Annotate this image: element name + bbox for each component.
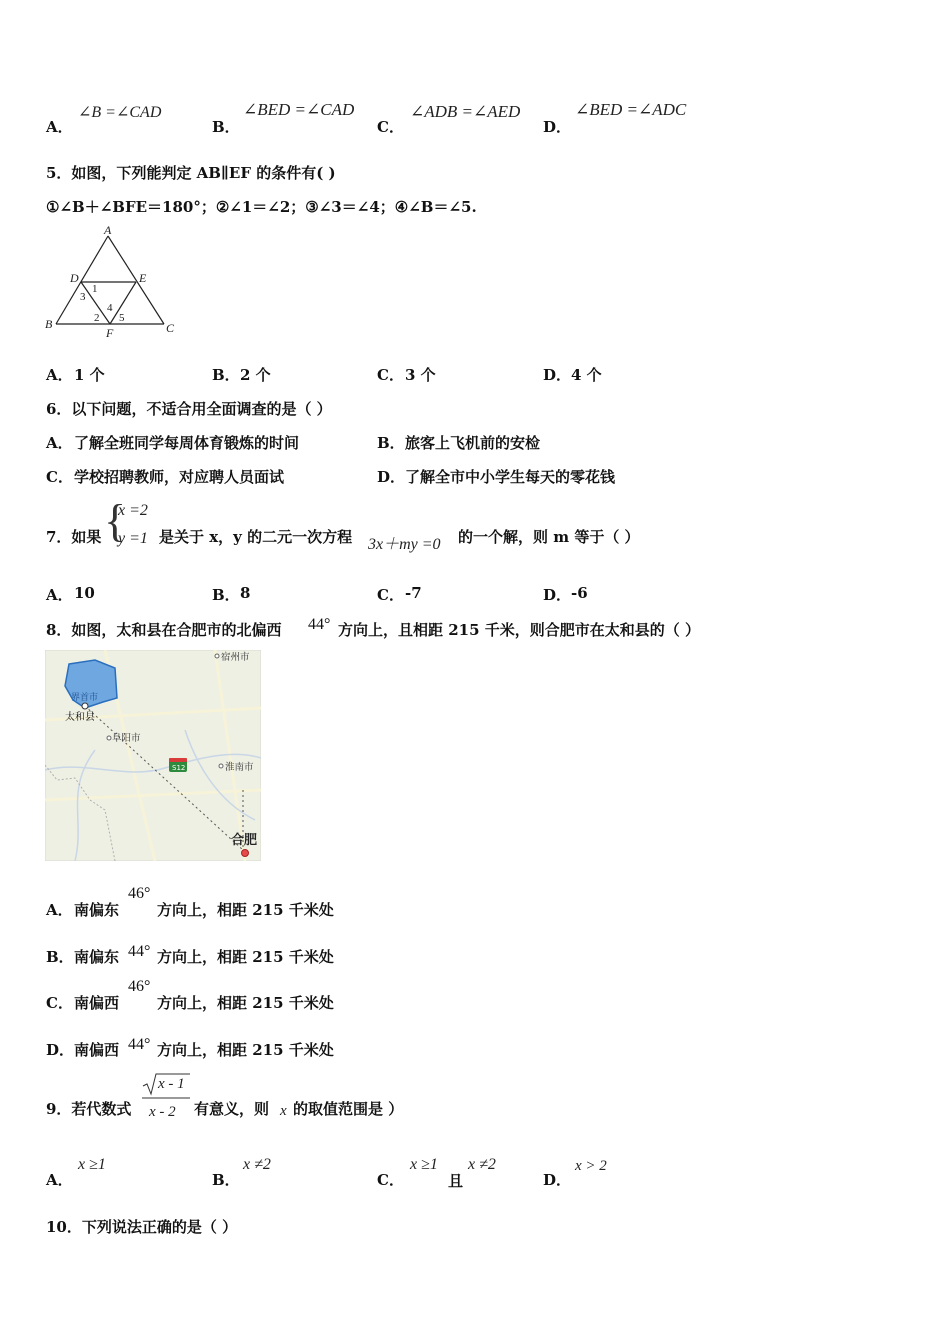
angle-4: 4 [107, 302, 113, 314]
q5-option-c-text: 3 个 [405, 366, 436, 384]
q5-option-d-label: D． [543, 366, 572, 384]
q9-option-c-expr2: x ≠2 [468, 1156, 496, 1173]
q8-option-d-angle: 44° [128, 1036, 151, 1053]
q7-system-line2: y =1 [118, 530, 148, 547]
q6-option-c-text: 学校招聘教师，对应聘人员面试 [74, 468, 285, 486]
q5-triangle-figure [40, 224, 190, 344]
angle-1: 1 [92, 283, 98, 295]
q6-stem: 6．以下问题，不适合用全面调查的是（ ） [46, 400, 332, 418]
q6-option-a-text: 了解全班同学每周体育锻炼的时间 [74, 434, 300, 452]
q7-option-c-text: -7 [405, 584, 422, 602]
q6-option-a-label: A． [46, 434, 73, 452]
map-label-suzhou: 宿州市 [221, 652, 250, 663]
q6-option-c-label: C． [46, 468, 73, 486]
q8-angle: 44° [308, 616, 331, 633]
q7-option-b-text: 8 [240, 584, 251, 602]
q8-option-a-label: A． [46, 901, 73, 919]
q4-option-d-label: D． [543, 118, 572, 136]
q8-option-d-label: D． [46, 1041, 75, 1059]
q8-option-c-label: C． [46, 994, 73, 1012]
q9-suffix: 的取值范围是 ） [293, 1100, 404, 1118]
q8-option-b-label: B． [46, 948, 74, 966]
map-label-jieshou: 界首市 [71, 693, 99, 703]
q4-option-c-expr: ∠ADB =∠AED [410, 102, 521, 121]
q4-option-c-label: C． [377, 118, 404, 136]
q9-option-a-label: A． [46, 1171, 73, 1189]
q9-option-b-expr: x ≠2 [243, 1156, 271, 1173]
q7-middle: 是关于 x，y 的二元一次方程 [159, 528, 353, 546]
q9-var: x [280, 1103, 287, 1119]
map-label-hefei: 合肥 [231, 833, 258, 848]
q8-option-b-angle: 44° [128, 943, 151, 960]
q7-option-d-text: -6 [571, 584, 588, 602]
q9-option-b-label: B． [212, 1171, 240, 1189]
q9-option-a-expr: x ≥1 [78, 1156, 106, 1173]
point-d: D [70, 271, 79, 285]
q9-prefix: 9．若代数式 [46, 1100, 132, 1118]
map-label-road: S12 [172, 764, 186, 772]
map-label-fuyang: 阜阳市 [112, 733, 141, 744]
q4-option-d-expr: ∠BED =∠ADC [575, 100, 687, 119]
hefei-marker [242, 850, 249, 857]
q9-option-c-joiner: 且 [448, 1172, 464, 1190]
q7-suffix: 的一个解，则 m 等于（ ） [458, 528, 640, 546]
q8-option-a-angle: 46° [128, 885, 151, 902]
q9-middle: 有意义，则 [194, 1100, 270, 1118]
q9-option-c-expr: x ≥1 [410, 1156, 438, 1173]
q8-option-a-post: 方向上，相距 215 千米处 [157, 901, 334, 919]
q5-option-a-text: 1 个 [74, 366, 105, 384]
q8-stem-b: 方向上，且相距 215 千米，则合肥市在太和县的（ ） [338, 621, 700, 639]
q7-option-a-text: 10 [74, 584, 95, 602]
q8-option-b-pre: 南偏东 [74, 948, 120, 966]
side-ac [108, 236, 164, 324]
q8-option-d-post: 方向上，相距 215 千米处 [157, 1041, 334, 1059]
q7-option-a-label: A． [46, 586, 73, 604]
q9-denominator: x - 2 [149, 1104, 176, 1120]
q8-map [45, 650, 261, 861]
q5-option-d-text: 4 个 [571, 366, 602, 384]
q9-option-d-expr: x > 2 [575, 1158, 607, 1174]
q8-option-d-pre: 南偏西 [74, 1041, 120, 1059]
q5-option-b-label: B． [212, 366, 240, 384]
q9-option-d-label: D． [543, 1171, 572, 1189]
q5-stem: 5．如图，下列能判定 AB∥EF 的条件有( ) [46, 164, 336, 182]
q4-option-a-label: A． [46, 118, 73, 136]
q8-stem-a: 8．如图，太和县在合肥市的北偏西 [46, 621, 282, 639]
q8-option-a-pre: 南偏东 [74, 901, 120, 919]
q8-option-c-post: 方向上，相距 215 千米处 [157, 994, 334, 1012]
q7-option-b-label: B． [212, 586, 240, 604]
q9-option-c-label: C． [377, 1171, 404, 1189]
point-a: A [104, 224, 112, 237]
q10-stem: 10．下列说法正确的是（ ） [46, 1218, 238, 1236]
q7-equation: 3x＋my =0 [368, 536, 441, 553]
q4-option-b-label: B． [212, 118, 240, 136]
point-b: B [45, 317, 53, 331]
q8-option-c-pre: 南偏西 [74, 994, 120, 1012]
angle-5: 5 [119, 312, 125, 324]
taihe-marker [82, 703, 88, 709]
q8-option-c-angle: 46° [128, 978, 151, 995]
q7-brace: { [104, 495, 127, 546]
q7-system-line1: x =2 [118, 502, 148, 519]
q5-option-a-label: A． [46, 366, 73, 384]
q9-numerator: x - 1 [158, 1076, 185, 1092]
q6-option-b-text: 旅客上飞机前的安检 [405, 434, 541, 452]
q7-option-c-label: C． [377, 586, 404, 604]
q7-option-d-label: D． [543, 586, 572, 604]
map-label-huainan: 淮南市 [225, 762, 254, 773]
q5-conditions: ①∠B＋∠BFE＝180°；②∠1＝∠2；③∠3＝∠4；④∠B＝∠5. [46, 198, 477, 216]
q6-option-b-label: B． [377, 434, 405, 452]
q5-option-c-label: C． [377, 366, 404, 384]
fuyang-marker [107, 736, 111, 740]
q6-option-d-label: D． [377, 468, 406, 486]
huainan-marker [219, 764, 223, 768]
point-f: F [106, 326, 114, 340]
q4-option-b-expr: ∠BED =∠CAD [243, 100, 355, 119]
suzhou-marker [215, 654, 219, 658]
point-e: E [139, 271, 147, 285]
q6-option-d-text: 了解全市中小学生每天的零花钱 [405, 468, 616, 486]
q5-option-b-text: 2 个 [240, 366, 271, 384]
road-shield-top [169, 758, 187, 762]
point-c: C [166, 321, 175, 335]
map-label-taihe: 太和县 [65, 712, 95, 723]
q8-option-b-post: 方向上，相距 215 千米处 [157, 948, 334, 966]
angle-3: 3 [80, 291, 86, 303]
q4-option-a-expr: ∠B =∠CAD [78, 104, 162, 121]
q7-prefix: 7．如果 [46, 528, 102, 546]
angle-2: 2 [94, 312, 100, 324]
